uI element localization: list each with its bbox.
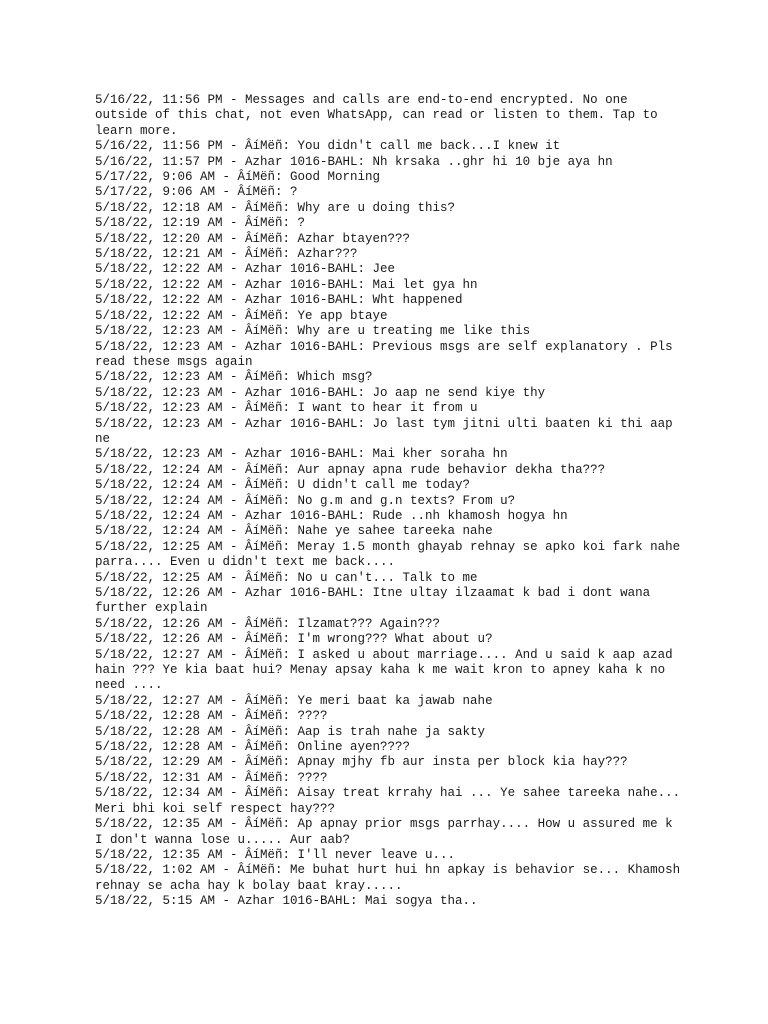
- message-line: 5/18/22, 12:26 AM - ÂíMëñ: I'm wrong??? What about u?: [95, 632, 493, 647]
- message-line: 5/18/22, 12:21 AM - ÂíMëñ: Azhar???: [95, 247, 358, 262]
- message-line: 5/18/22, 12:23 AM - Azhar 1016-BAHL: Mai kher soraha hn: [95, 447, 508, 462]
- message-line: 5/18/22, 12:28 AM - ÂíMëñ: Online ayen????: [95, 740, 411, 755]
- message-line: 5/18/22, 12:34 AM - ÂíMëñ: Aisay treat krrahy hai ... Ye sahee tareeka nahe... Meri bhi koi self respect hay???: [95, 786, 688, 816]
- message-line: 5/18/22, 12:23 AM - ÂíMëñ: I want to hear it from u: [95, 401, 478, 416]
- message-line: 5/18/22, 12:22 AM - Azhar 1016-BAHL: Wht happened: [95, 293, 463, 308]
- message-line: 5/18/22, 12:28 AM - ÂíMëñ: Aap is trah nahe ja sakty: [95, 724, 486, 739]
- message-line: 5/18/22, 12:27 AM - ÂíMëñ: I asked u about marriage.... And u said k aap azad hain ??? Ye kia baat hui? Menay apsay kaha k me wait kron to apney kaha k no need ....: [95, 647, 681, 693]
- message-line: 5/18/22, 12:26 AM - ÂíMëñ: Ilzamat??? Again???: [95, 616, 441, 631]
- message-line: 5/18/22, 12:31 AM - ÂíMëñ: ????: [95, 770, 328, 785]
- message-line: 5/18/22, 12:24 AM - ÂíMëñ: No g.m and g.n texts? From u?: [95, 493, 516, 508]
- message-line: 5/18/22, 12:23 AM - ÂíMëñ: Which msg?: [95, 370, 373, 385]
- message-line: 5/18/22, 12:25 AM - ÂíMëñ: Meray 1.5 month ghayab rehnay se apko koi fark nahe parra.... Even u didn't text me back....: [95, 539, 688, 570]
- message-line: 5/18/22, 5:15 AM - Azhar 1016-BAHL: Mai sogya tha..: [95, 894, 478, 909]
- message-line: 5/18/22, 12:20 AM - ÂíMëñ: Azhar btayen???: [95, 231, 411, 246]
- message-line: 5/18/22, 12:23 AM - ÂíMëñ: Why are u treating me like this: [95, 324, 531, 339]
- message-line: 5/18/22, 12:27 AM - ÂíMëñ: Ye meri baat ka jawab nahe: [95, 693, 493, 708]
- message-line: 5/18/22, 12:25 AM - ÂíMëñ: No u can't... Talk to me: [95, 570, 478, 585]
- message-line: 5/18/22, 12:23 AM - Azhar 1016-BAHL: Jo last tym jitni ulti baaten ki thi aap ne: [95, 416, 681, 446]
- message-line: 5/16/22, 11:56 PM - Messages and calls are end-to-end encrypted. No one outside of this chat, not even WhatsApp, can read or listen to them. Tap to learn more.: [95, 93, 666, 138]
- message-line: 5/18/22, 12:23 AM - Azhar 1016-BAHL: Jo aap ne send kiye thy: [95, 385, 546, 400]
- message-line: 5/16/22, 11:57 PM - Azhar 1016-BAHL: Nh krsaka ..ghr hi 10 bje aya hn: [95, 154, 613, 169]
- message-line: 5/17/22, 9:06 AM - ÂíMëñ: ?: [95, 185, 298, 200]
- message-line: 5/18/22, 1:02 AM - ÂíMëñ: Me buhat hurt hui hn apkay is behavior se... Khamosh rehnay se acha hay k bolay baat kray.....: [95, 863, 688, 893]
- message-line: 5/18/22, 12:24 AM - Azhar 1016-BAHL: Rude ..nh khamosh hogya hn: [95, 508, 568, 523]
- message-line: 5/18/22, 12:29 AM - ÂíMëñ: Apnay mjhy fb aur insta per block kia hay???: [95, 755, 628, 770]
- message-line: 5/18/22, 12:22 AM - Azhar 1016-BAHL: Jee: [95, 262, 396, 277]
- message-line: 5/18/22, 12:24 AM - ÂíMëñ: Nahe ye sahee tareeka nahe: [95, 524, 493, 539]
- message-line: 5/18/22, 12:24 AM - ÂíMëñ: Aur apnay apna rude behavior dekha tha???: [95, 462, 606, 477]
- message-line: 5/16/22, 11:56 PM - ÂíMëñ: You didn't call me back...I knew it: [95, 139, 561, 154]
- message-line: 5/18/22, 12:35 AM - ÂíMëñ: Ap apnay prior msgs parrhay.... How u assured me k I don't wanna lose u..... Aur aab?: [95, 817, 681, 847]
- message-line: 5/18/22, 12:35 AM - ÂíMëñ: I'll never leave u...: [95, 847, 456, 862]
- message-line: 5/18/22, 12:24 AM - ÂíMëñ: U didn't call me today?: [95, 478, 471, 493]
- message-line: 5/17/22, 9:06 AM - ÂíMëñ: Good Morning: [95, 170, 381, 185]
- chat-export-document: [95, 93, 688, 910]
- message-line: 5/18/22, 12:19 AM - ÂíMëñ: ?: [95, 216, 306, 231]
- message-line: 5/18/22, 12:26 AM - Azhar 1016-BAHL: Itne ultay ilzaamat k bad i dont wana further explain: [95, 586, 658, 616]
- message-line: 5/18/22, 12:18 AM - ÂíMëñ: Why are u doing this?: [95, 200, 456, 215]
- message-line: 5/18/22, 12:23 AM - Azhar 1016-BAHL: Previous msgs are self explanatory . Pls read these msgs again: [95, 339, 681, 369]
- message-line: 5/18/22, 12:22 AM - Azhar 1016-BAHL: Mai let gya hn: [95, 277, 478, 292]
- message-line: 5/18/22, 12:22 AM - ÂíMëñ: Ye app btaye: [95, 308, 388, 323]
- message-line: 5/18/22, 12:28 AM - ÂíMëñ: ????: [95, 709, 328, 724]
